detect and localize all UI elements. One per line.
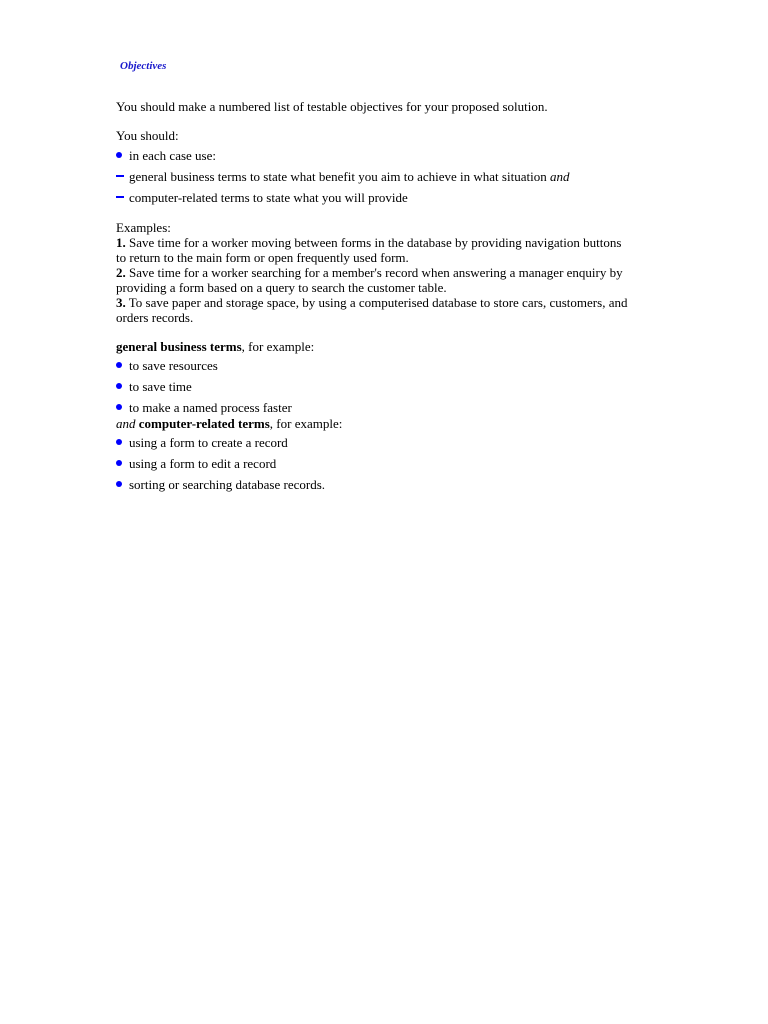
example-text: Save time for a worker moving between forms in the database by providing navigation buttons [129,235,622,250]
example-2-line-1 [116,265,676,280]
example-text: Save time for a worker searching for a member's record when answering a manager enquiry by [129,265,623,280]
example-1-line-1 [116,235,676,250]
computer-item-text: using a form to create a record [129,435,288,450]
examples-block [116,220,676,325]
computer-terms-title [116,416,342,432]
bullet-dot-icon [116,460,122,466]
business-term-label: general business terms [116,339,242,354]
business-term-suffix: , for example: [241,339,315,354]
computer-list-item [116,456,276,472]
example-2-line-2: providing a form based on a query to search the customer table. [116,280,447,295]
computer-list-item [116,435,288,451]
example-text: To save paper and storage space, by using a computerised database to store cars, customers, and [128,295,628,310]
should-dash-item-2 [116,190,408,206]
business-terms-title [116,339,314,355]
bullet-dot-icon [116,362,122,368]
objectives-heading: Objectives [120,60,167,72]
computer-term-and: and [116,416,136,431]
bullet-dot-icon [116,383,122,389]
bullet-dot-icon [116,481,122,487]
example-3-line-2: orders records. [116,310,194,325]
business-list-item [116,400,292,416]
bullet-dot-icon [116,152,122,158]
computer-item-text: sorting or searching database records. [129,477,326,492]
example-number: 2. [116,265,126,280]
example-number: 3. [116,295,126,310]
computer-term-label: computer-related terms [138,416,270,431]
dash-icon [116,175,124,177]
example-3-line-1 [116,295,676,310]
example-number: 1. [116,235,126,250]
you-should-title: You should: [116,128,179,143]
should-bullet-text: in each case use: [129,148,216,163]
business-item-text: to save resources [129,358,218,373]
bullet-dot-icon [116,404,122,410]
should-dash-item-1 [116,169,569,185]
bullet-dot-icon [116,439,122,445]
dash-icon [116,196,124,198]
intro-text: You should make a numbered list of testable objectives for your proposed solution. [116,99,548,114]
business-item-text: to make a named process faster [129,400,292,415]
should-bullet-item [116,148,216,164]
computer-item-text: using a form to edit a record [129,456,277,471]
business-list-item [116,358,218,374]
computer-list-item [116,477,325,493]
example-1-line-2: to return to the main form or open frequently used form. [116,250,409,265]
should-dash-and: and [549,169,570,184]
business-item-text: to save time [129,379,192,394]
should-dash-text-1: general business terms to state what benefit you aim to achieve in what situation [129,169,547,184]
should-dash-text-2: computer-related terms to state what you will provide [129,190,408,205]
examples-title: Examples: [116,220,171,235]
computer-term-suffix: , for example: [269,416,343,431]
business-list-item [116,379,192,395]
